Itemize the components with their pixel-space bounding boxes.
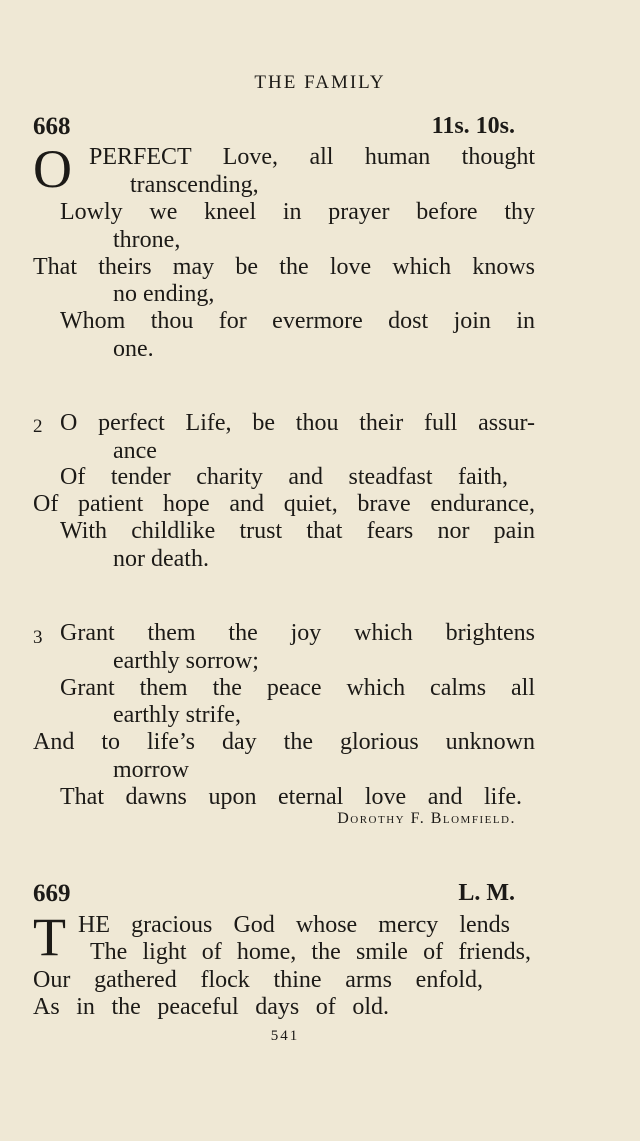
verse-line: The light of home, the smile of friends, bbox=[90, 939, 531, 965]
verse-line: Of tender charity and steadfast faith, bbox=[60, 464, 508, 490]
verse-line: Our gathered flock thine arms enfold, bbox=[33, 967, 483, 993]
verse-line: ance bbox=[113, 438, 157, 464]
hymn-meter: L. M. bbox=[458, 880, 515, 906]
verse-line: morrow bbox=[113, 757, 189, 783]
hymn-meter: 11s. 10s. bbox=[431, 113, 515, 139]
verse-line: Lowly we kneel in prayer before thy bbox=[60, 199, 535, 225]
verse-line: no ending, bbox=[113, 281, 215, 307]
hymn-number: 668 bbox=[33, 113, 71, 140]
hymn-author: Dorothy F. Blomfield. bbox=[337, 810, 516, 827]
verse-line: As in the peaceful days of old. bbox=[33, 994, 389, 1020]
verse-line: Of patient hope and quiet, brave endurance, bbox=[33, 491, 535, 517]
verse-line: With childlike trust that fears nor pain bbox=[60, 518, 535, 544]
verse-line: O perfect Life, be thou their full assur- bbox=[60, 410, 535, 436]
verse-line: PERFECT Love, all human thought bbox=[89, 144, 535, 170]
drop-cap: O bbox=[33, 139, 72, 199]
stanza-number: 3 bbox=[33, 627, 43, 648]
verse-line: throne, bbox=[113, 227, 181, 253]
verse-line: That theirs may be the love which knows bbox=[33, 254, 535, 280]
verse-line: transcending, bbox=[130, 172, 259, 198]
verse-line: nor death. bbox=[113, 546, 209, 572]
verse-line: Grant them the peace which calms all bbox=[60, 675, 535, 701]
verse-line: Grant them the joy which brightens bbox=[60, 620, 535, 646]
section-title: THE FAMILY bbox=[254, 72, 386, 93]
page-number: 541 bbox=[270, 1028, 300, 1044]
hymn-number: 669 bbox=[33, 880, 71, 907]
verse-line: That dawns upon eternal love and life. bbox=[60, 784, 522, 810]
verse-line: earthly strife, bbox=[113, 702, 241, 728]
verse-line: And to life’s day the glorious unknown bbox=[33, 729, 535, 755]
verse-line: earthly sorrow; bbox=[113, 648, 259, 674]
verse-line: HE gracious God whose mercy lends bbox=[78, 912, 510, 938]
hymn-heading bbox=[33, 880, 515, 910]
verse-line: one. bbox=[113, 336, 154, 362]
drop-cap: T bbox=[33, 907, 66, 967]
hymn-heading bbox=[33, 113, 515, 143]
stanza-number: 2 bbox=[33, 416, 43, 437]
verse-line: Whom thou for evermore dost join in bbox=[60, 308, 535, 334]
